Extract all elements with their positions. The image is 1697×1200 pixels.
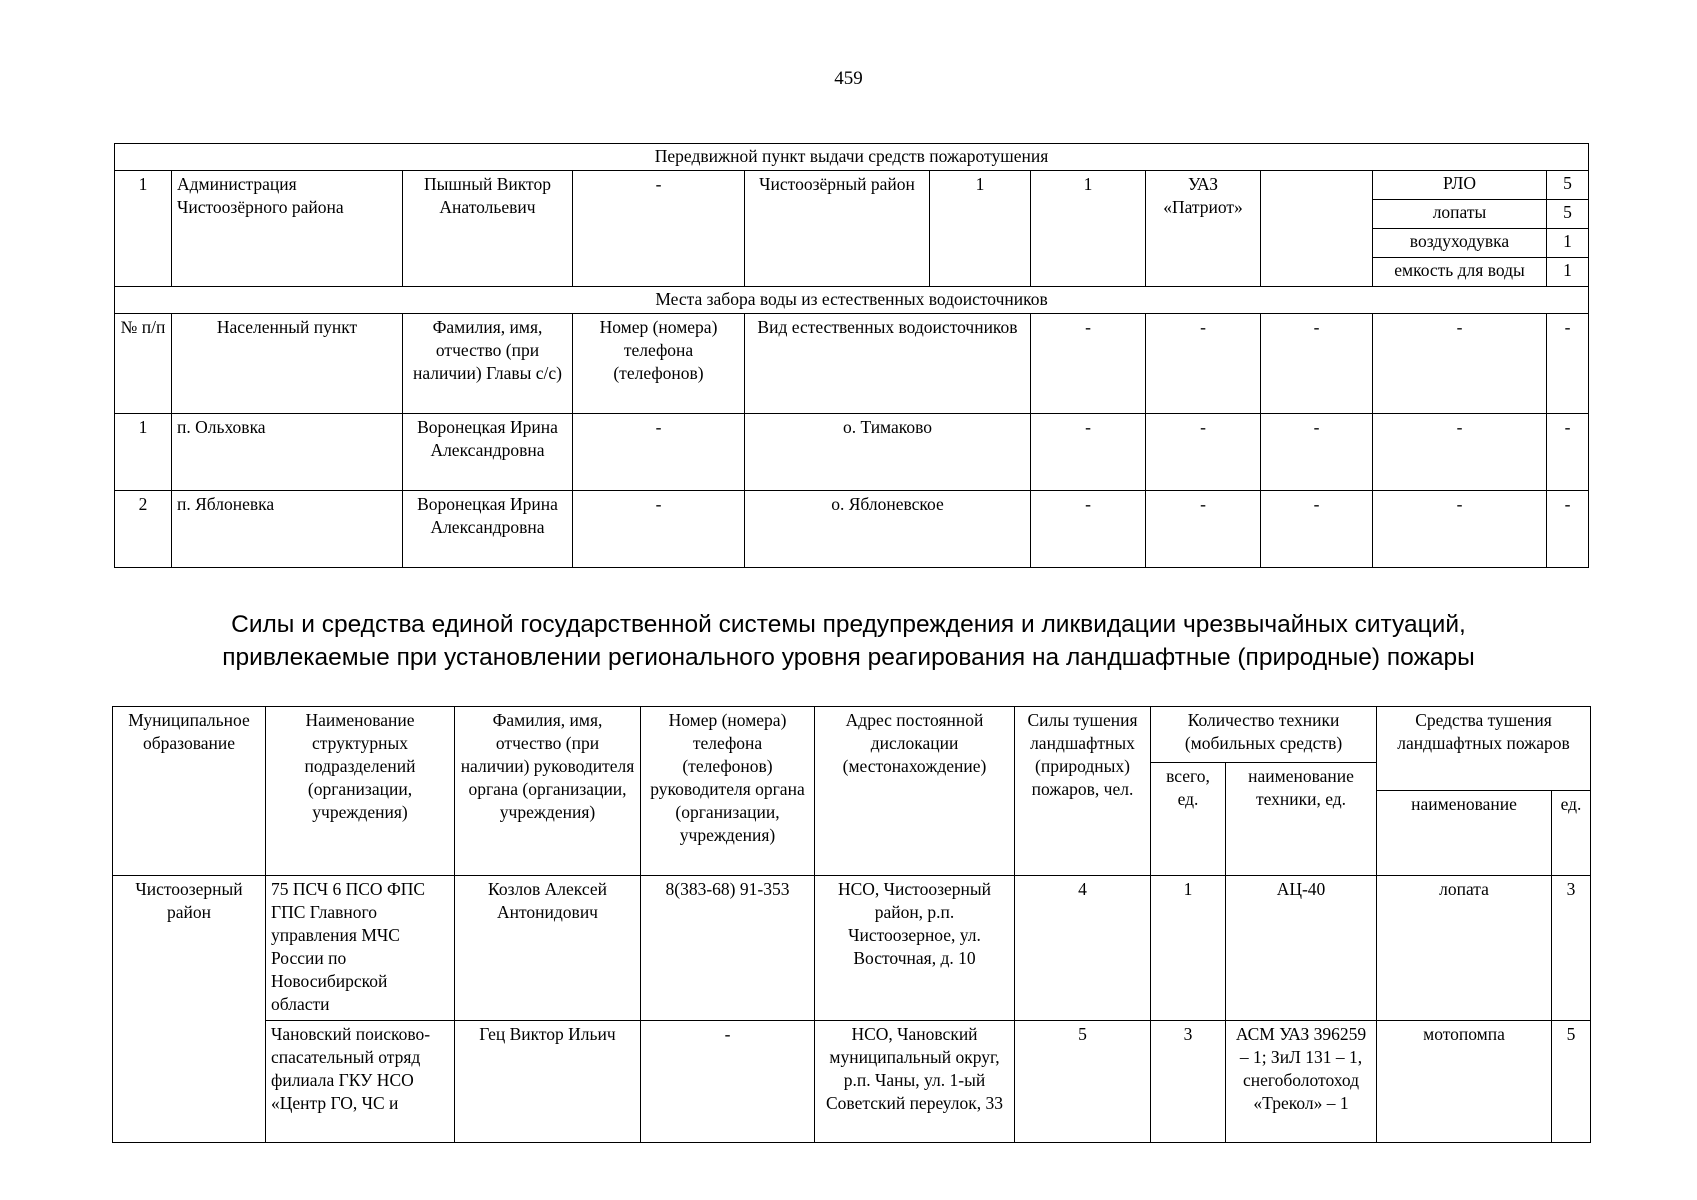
header-num: № п/п [115,314,172,414]
header-unit-name: Наименование структурных подразделений (организации, учреждения) [266,707,455,876]
settlement-cell: п. Ольховка [172,414,403,491]
header-means-qty: ед. [1552,791,1591,876]
header-head-phone: Номер (номера) телефона (телефонов) руководителя органа (организации, учреждения) [641,707,815,876]
header-water-source: Вид естественных водоисточников [745,314,1031,414]
location-cell: Чистоозёрный район [745,171,930,287]
dash-cell: - [1547,314,1589,414]
forces-table [112,706,1591,1143]
dash-cell: - [1146,314,1261,414]
section-row-mobile [115,144,1589,171]
phone-cell: - [573,171,745,287]
head-name-cell: Пышный Виктор Анатольевич [403,171,573,287]
section-title-water: Места забора воды из естественных водоисточников [115,287,1589,314]
dash-cell: - [1146,414,1261,491]
data-row [113,876,1591,1021]
dash-cell: - [1373,314,1547,414]
empty-cell [1261,171,1373,287]
dash-cell: - [1031,414,1146,491]
vehicle-cell: УАЗ «Патриот» [1146,171,1261,287]
head-name-cell: Гец Виктор Ильич [455,1021,641,1143]
dash-cell: - [1031,491,1146,568]
phone-cell: - [573,491,745,568]
dash-cell: - [1373,414,1547,491]
address-cell: НСО, Чановский муниципальный округ, р.п. Чаны, ул. 1-ый Советский переулок, 33 [815,1021,1015,1143]
header-phone: Номер (номера) телефона (телефонов) [573,314,745,414]
dash-cell: - [1146,491,1261,568]
dash-cell: - [1031,314,1146,414]
phone-cell: - [573,414,745,491]
equipment-name: РЛО [1373,171,1547,200]
page-number: 459 [834,68,863,89]
forces-cell: 5 [1015,1021,1151,1143]
row-number: 1 [115,171,172,287]
row-number: 1 [115,414,172,491]
heading-line-2: привлекаемые при установлении регионального уровня реагирования на ландшафтные (природные) пожары [222,644,1475,671]
dash-cell: - [1547,414,1589,491]
header-forces: Силы тушения ландшафтных (природных) пожаров, чел. [1015,707,1151,876]
municipality-cell: Чистоозерный район [113,876,266,1143]
vehicles-total-cell: 3 [1151,1021,1226,1143]
phone-cell: 8(383-68) 91-353 [641,876,815,1021]
header-means-name: наименование [1377,791,1552,876]
settlement-cell: п. Яблоневка [172,491,403,568]
organization-cell: Администрация Чистоозёрного района [172,171,403,287]
vehicles-total-cell: 1 [1151,876,1226,1021]
means-name-cell: лопата [1377,876,1552,1021]
mobile-point-row [115,171,1589,200]
phone-cell: - [641,1021,815,1143]
heading-line-1: Силы и средства единой государственной системы предупреждения и ликвидации чрезвычайных ситуаций, [231,611,1466,638]
header-vehicles-total: всего, ед. [1151,763,1226,876]
equipment-qty: 5 [1547,171,1589,200]
vehicles-names-cell: АСМ УАЗ 396259 – 1; ЗиЛ 131 – 1, снегоболотоход «Трекол» – 1 [1226,1021,1377,1143]
section-title-mobile: Передвижной пункт выдачи средств пожаротушения [115,144,1589,171]
header-address: Адрес постоянной дислокации (местонахождение) [815,707,1015,876]
equipment-qty: 1 [1547,258,1589,287]
header-vehicles-names: наименование техники, ед. [1226,763,1377,876]
mobile-point-and-water-table [114,143,1589,568]
count-cell: 1 [930,171,1031,287]
header-vehicles: Количество техники (мобильных средств) [1151,707,1377,763]
header-means: Средства тушения ландшафтных пожаров [1377,707,1591,791]
unit-cell: Чановский поисково-спасательный отряд филиала ГКУ НСО «Центр ГО, ЧС и [266,1021,455,1143]
equipment-qty: 1 [1547,229,1589,258]
header-municipality: Муниципальное образование [113,707,266,876]
head-name-cell: Воронецкая Ирина Александровна [403,491,573,568]
water-header-row [115,314,1589,414]
vehicles-names-cell: АЦ-40 [1226,876,1377,1021]
dash-cell: - [1261,314,1373,414]
address-cell: НСО, Чистоозерный район, р.п. Чистоозерное, ул. Восточная, д. 10 [815,876,1015,1021]
forces-cell: 4 [1015,876,1151,1021]
header-settlement: Населенный пункт [172,314,403,414]
water-row [115,414,1589,491]
count-cell: 1 [1031,171,1146,287]
header-row [113,707,1591,763]
means-qty-cell: 5 [1552,1021,1591,1143]
dash-cell: - [1261,491,1373,568]
header-head-name: Фамилия, имя, отчество (при наличии) Главы с/с) [403,314,573,414]
water-row [115,491,1589,568]
water-source-cell: о. Яблоневское [745,491,1031,568]
equipment-qty: 5 [1547,200,1589,229]
data-row [113,1021,1591,1143]
head-name-cell: Козлов Алексей Антонидович [455,876,641,1021]
water-source-cell: о. Тимаково [745,414,1031,491]
equipment-name: емкость для воды [1373,258,1547,287]
equipment-name: лопаты [1373,200,1547,229]
dash-cell: - [1373,491,1547,568]
head-name-cell: Воронецкая Ирина Александровна [403,414,573,491]
unit-cell: 75 ПСЧ 6 ПСО ФПС ГПС Главного управления МЧС России по Новосибирской области [266,876,455,1021]
equipment-name: воздуходувка [1373,229,1547,258]
section-row-water [115,287,1589,314]
dash-cell: - [1261,414,1373,491]
dash-cell: - [1547,491,1589,568]
section-heading [0,608,1697,674]
means-qty-cell: 3 [1552,876,1591,1021]
header-head-name: Фамилия, имя, отчество (при наличии) руководителя органа (организации, учреждения) [455,707,641,876]
row-number: 2 [115,491,172,568]
means-name-cell: мотопомпа [1377,1021,1552,1143]
